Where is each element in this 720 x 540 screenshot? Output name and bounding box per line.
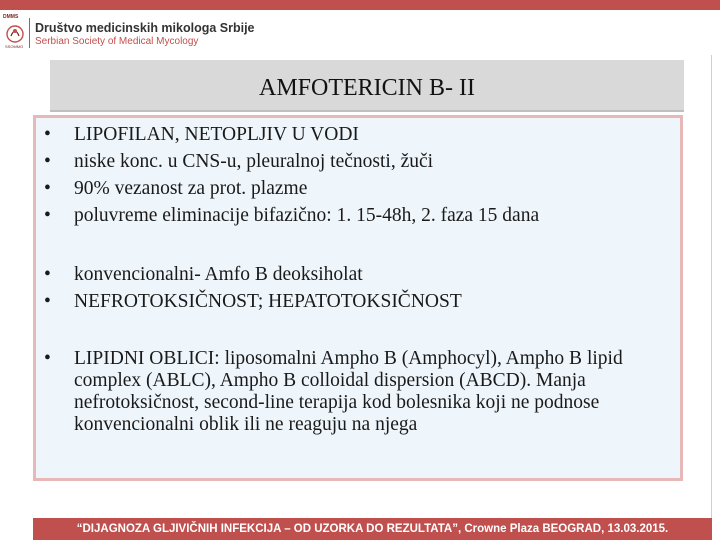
bullet-mark: • (44, 348, 51, 369)
bullet-text: LIPIDNI OBLICI: liposomalni Ampho B (Amphocyl), Ampho B lipid complex (ABLC), Ampho B colloidal dispersion (ABCD). Manja nefrotoksičnost, second-line terapija kod bolesnika koji ne podnose konvencionalni oblik ili ne reaguju na njega (74, 348, 623, 435)
bullet-item (44, 123, 674, 146)
bullet-item (44, 204, 674, 227)
bullet-item (44, 348, 674, 436)
bullet-item (44, 150, 674, 173)
bullet-mark: • (44, 264, 51, 285)
bullet-mark: • (44, 205, 51, 226)
right-rule (711, 55, 712, 520)
bullet-text: konvencionalni- Amfo B deoksiholat (74, 264, 363, 285)
title-band (50, 60, 684, 112)
society-name: Društvo medicinskih mikologa Srbije (35, 21, 255, 35)
bullet-text: NEFROTOKSIČNOST; HEPATOTOKSIČNOST (74, 291, 462, 312)
bullet-item (44, 263, 674, 286)
bullet-text: 90% vezanost za prot. plazme (74, 178, 308, 199)
slide-title: AMFOTERICIN B- II (259, 74, 475, 101)
top-accent-bar (0, 0, 720, 10)
logo-divider (29, 18, 30, 48)
content-box (33, 115, 683, 481)
bullet-group-1 (44, 123, 674, 231)
logo-subtext: SSOMMO (5, 44, 24, 49)
bullet-mark: • (44, 178, 51, 199)
bullet-item (44, 290, 674, 313)
bullet-mark: • (44, 291, 51, 312)
bullet-group-2 (44, 263, 674, 317)
bullet-text: niske konc. u CNS-u, pleuralnoj tečnosti, žuči (74, 151, 434, 172)
footer-text: “DIJAGNOZA GLJIVIČNIH INFEKCIJA – OD UZORKA DO REZULTATA”, Crowne Plaza BEOGRAD, 13.03.2015. (76, 523, 669, 535)
footer-bar (33, 518, 712, 540)
bullet-text: poluvreme eliminacije bifazično: 1. 15-48h, 2. faza 15 dana (74, 205, 540, 226)
bullet-group-3 (44, 348, 674, 436)
bullet-text: LIPOFILAN, NETOPLJIV U VODI (74, 124, 359, 145)
bullet-mark: • (44, 151, 51, 172)
logo-text: DMMS (3, 14, 19, 20)
bullet-item (44, 177, 674, 200)
bullet-mark: • (44, 124, 51, 145)
society-subtitle: Serbian Society of Medical Mycology (35, 36, 199, 47)
